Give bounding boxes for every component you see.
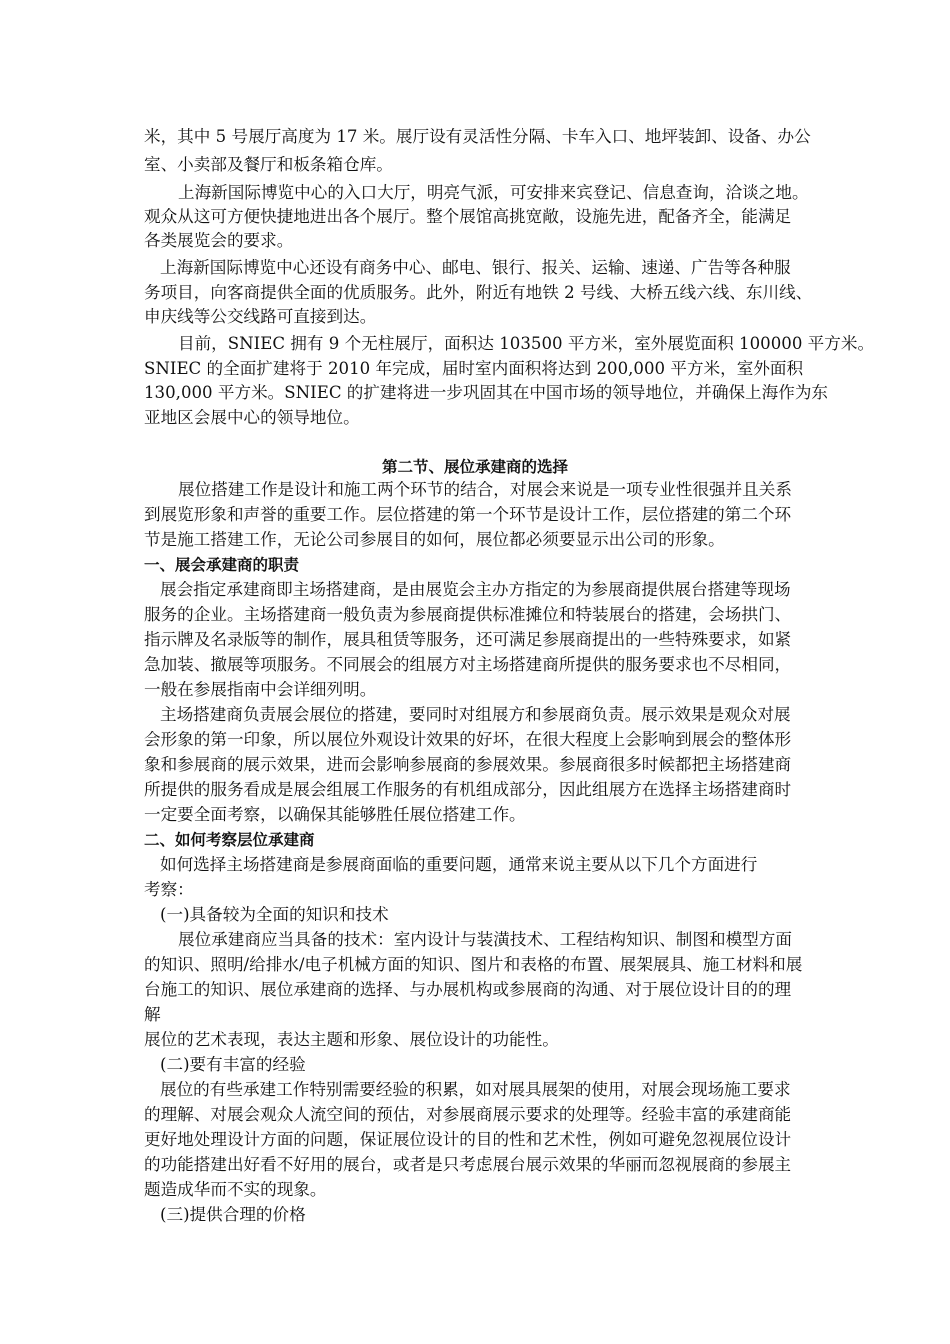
paragraph-line: 题造成华而不实的现象。	[144, 1180, 327, 1199]
paragraph-line: 室、小卖部及餐厅和板条箱仓库。	[144, 155, 393, 174]
paragraph-line: 观众从这可方便快捷地进出各个展厅。整个展馆高挑宽敞，设施先进，配备齐全，能满足	[144, 207, 792, 226]
paragraph-line: 米，其中 5 号展厅高度为 17 米。展厅设有灵活性分隔、卡车入口、地坪装卸、设备、办公	[144, 127, 811, 146]
section-title: 第二节、展位承建商的选择	[381, 458, 568, 476]
paragraph-line: 所提供的服务看成是展会组展工作服务的有机组成部分，因此组展方在选择主场搭建商时	[144, 780, 792, 799]
paragraph-line: 的功能搭建出好看不好用的展台，或者是只考虑展台展示效果的华丽而忽视展商的参展主	[144, 1155, 792, 1174]
paragraph-line: 考察：	[144, 880, 194, 899]
paragraph-line: 展位的有些承建工作特别需要经验的积累，如对展具展架的使用，对展会现场施工要求	[160, 1080, 791, 1099]
paragraph-line: 务项目，向客商提供全面的优质服务。此外，附近有地铁 2 号线、大桥五线六线、东川线、	[144, 283, 813, 302]
paragraph-line: 如何选择主场搭建商是参展商面临的重要问题，通常来说主要从以下几个方面进行	[160, 855, 758, 874]
paragraph-line: 服务的企业。主场搭建商一般负责为参展商提供标准摊位和特装展台的搭建，会场拱门、	[144, 605, 792, 624]
paragraph-line: 展位搭建工作是设计和施工两个环节的结合，对展会来说是一项专业性很强并且关系	[178, 480, 792, 499]
paragraph-line: 台施工的知识、展位承建商的选择、与办展机构或参展商的沟通、对于展位设计目的的理	[144, 980, 792, 999]
subheading: (二)要有丰富的经验	[160, 1055, 306, 1074]
paragraph-line: 展位承建商应当具备的技术：室内设计与装潢技术、工程结构知识、制图和模型方面	[178, 930, 792, 949]
heading: 一、展会承建商的职责	[144, 556, 300, 574]
paragraph-line: 的理解、对展会观众人流空间的预估，对参展商展示要求的处理等。经验丰富的承建商能	[144, 1105, 792, 1124]
paragraph-line: 会形象的第一印象，所以展位外观设计效果的好坏，在很大程度上会影响到展会的整体形	[144, 730, 792, 749]
paragraph-line: 一定要全面考察，以确保其能够胜任展位搭建工作。	[144, 805, 526, 824]
paragraph-line: 节是施工搭建工作，无论公司参展目的如何，展位都必须要显示出公司的形象。	[144, 530, 725, 549]
subheading: (三)提供合理的价格	[160, 1205, 306, 1224]
paragraph-line: 急加装、撤展等项服务。不同展会的组展方对主场搭建商所提供的服务要求也不尽相同，	[144, 655, 792, 674]
paragraph-line: 到展览形象和声誉的重要工作。层位搭建的第一个环节是设计工作，层位搭建的第二个环	[144, 505, 792, 524]
paragraph-line: 展位的艺术表现，表达主题和形象、展位设计的功能性。	[144, 1030, 559, 1049]
paragraph-line: 目前，SNIEC 拥有 9 个无柱展厅，面积达 103500 平方米，室外展览面积 100000 平方米。	[178, 334, 875, 353]
paragraph-line: 展会指定承建商即主场搭建商，是由展览会主办方指定的为参展商提供展台搭建等现场	[160, 580, 791, 599]
paragraph-line: 上海新国际博览中心还设有商务中心、邮电、银行、报关、运输、速递、广告等各种服	[160, 258, 791, 277]
heading: 二、如何考察层位承建商	[144, 831, 315, 849]
paragraph-line: 主场搭建商负责展会展位的搭建，要同时对组展方和参展商负责。展示效果是观众对展	[160, 705, 791, 724]
paragraph-line: 一般在参展指南中会详细列明。	[144, 680, 377, 699]
paragraph-line: 更好地处理设计方面的问题，保证展位设计的目的性和艺术性，例如可避免忽视展位设计	[144, 1130, 792, 1149]
paragraph-line: 象和参展商的展示效果，进而会影响参展商的参展效果。参展商很多时候都把主场搭建商	[144, 755, 792, 774]
paragraph-line: 解	[144, 1005, 161, 1024]
paragraph-line: 上海新国际博览中心的入口大厅，明亮气派，可安排来宾登记、信息查询，洽谈之地。	[178, 183, 809, 202]
paragraph-line: SNIEC 的全面扩建将于 2010 年完成，届时室内面积将达到 200,000 平方米，室外面积	[144, 359, 804, 378]
paragraph-line: 指示牌及名录版等的制作，展具租赁等服务，还可满足参展商提出的一些特殊要求，如紧	[144, 630, 792, 649]
subheading: (一)具备较为全面的知识和技术	[160, 905, 389, 924]
paragraph-line: 的知识、照明/给排水/电子机械方面的知识、图片和表格的布置、展架展具、施工材料和展	[144, 955, 803, 974]
paragraph-line: 亚地区会展中心的领导地位。	[144, 408, 360, 427]
paragraph-line: 各类展览会的要求。	[144, 231, 294, 250]
paragraph-line: 申庆线等公交线路可直接到达。	[144, 307, 377, 326]
paragraph-line: 130,000 平方米。SNIEC 的扩建将进一步巩固其在中国市场的领导地位，并确保上海作为东	[144, 383, 829, 402]
